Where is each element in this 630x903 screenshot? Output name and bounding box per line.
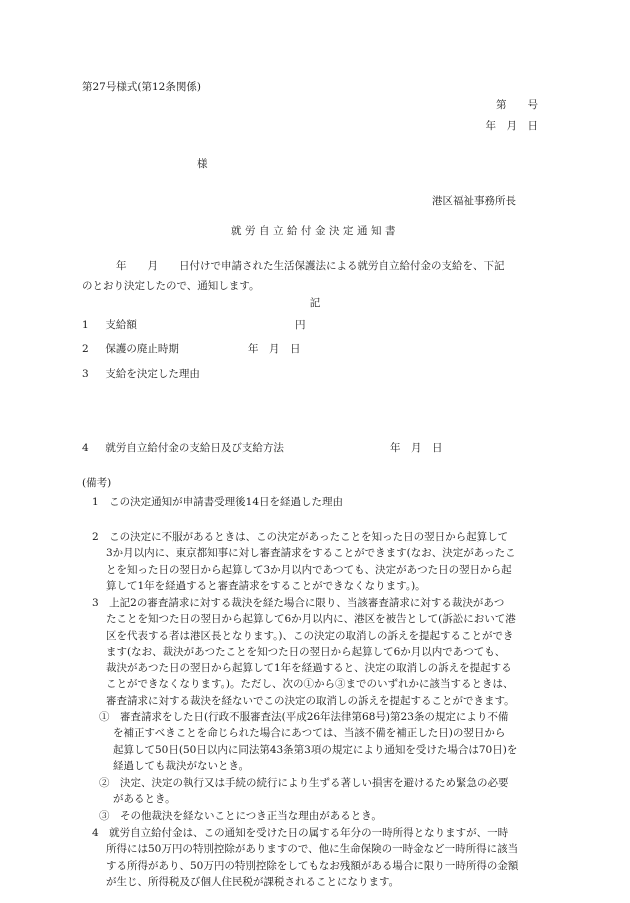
intro-line-1: 年 月 日付けで申請された生活保護法による就労自立給付金の支給を、下記 <box>116 260 505 272</box>
item-termination <box>82 344 179 355</box>
form-id: 第27号様式(第12条関係) <box>82 81 201 93</box>
note-3 <box>92 595 516 709</box>
note-line: を補正すべきことを命じられた場合にあつては、当該不備を補正した日)の翌日から <box>113 727 506 740</box>
note-line: 裁決があつた日の翌日から起算して1年を経過すると、決定の取消しの訴えを提起する <box>106 662 512 675</box>
intro-paragraph <box>82 256 552 296</box>
note-line: 起算して50日(50日以内に同法第43条第3項の規定により通知を受けた場合は70日)を <box>113 743 518 756</box>
note-line: ② 決定、決定の執行又は手続の続行により生ずる著しい損害を避けるため緊急の必要 <box>99 777 509 789</box>
item-label: 保護の廃止時期 <box>105 343 179 355</box>
note-line: たことを知つた日の翌日から起算して6か月以内に、港区を被告として(訴訟において港 <box>106 613 516 626</box>
issuer: 港区福祉事務所長 <box>432 195 516 207</box>
item-payment <box>82 443 284 454</box>
document-title: 就労自立給付金決定通知書 <box>231 225 399 237</box>
note-line: 算して1年を経過すると審査請求をすることができなくなります。)。 <box>106 579 426 592</box>
note-line: ③ その他裁決を経ないことにつき正当な理由があるとき。 <box>99 810 382 822</box>
item-amount <box>82 320 137 331</box>
note-line: ます(なお、裁決があつたことを知つた日の翌日から起算して6か月以内であつても、 <box>106 645 506 658</box>
item-number: 2 <box>82 343 89 355</box>
item-amount-unit: 円 <box>295 319 306 331</box>
item-termination-date: 年 月 日 <box>248 343 301 355</box>
note-line: 区を代表する者は港区長となります。)、この決定の取消しの訴えを提起することができ <box>106 629 514 642</box>
note-line: があるとき。 <box>113 793 176 806</box>
item-number: 1 <box>82 319 89 331</box>
sub-note-1 <box>99 709 517 774</box>
note-line: ことができなくなります。)。ただし、次の①から③までのいずれかに該当するときは、 <box>106 678 514 691</box>
note-line: 2 この決定に不服があるときは、この決定があったことを知った日の翌日から起算して <box>92 531 509 543</box>
note-line: ① 審査請求をした日(行政不服審査法(平成26年法律第68号)第23条の規定により不備 <box>99 711 509 723</box>
note-2 <box>92 529 516 594</box>
note-line: が生じ、所得税及び個人住民税が課税されることになります。 <box>106 875 400 888</box>
note-line: 3か月以内に、東京都知事に対し審査請求をすることができます(なお、決定があったこ <box>106 547 516 560</box>
document-number: 第 号 <box>496 99 538 111</box>
note-line: 所得には50万円の特別控除がありますので、他に生命保険の一時金など一時所得に該当 <box>106 843 519 856</box>
ki-heading: 記 <box>309 297 321 309</box>
note-line: 3 上記2の審査請求に対する裁決を経た場合に限り、当該審査請求に対する裁決があつ <box>92 597 505 609</box>
item-payment-date: 年 月 日 <box>390 442 443 454</box>
intro-line-2: のとおり決定したので、通知します。 <box>82 280 260 292</box>
sub-note-2 <box>99 775 509 808</box>
item-label: 支給額 <box>105 319 137 331</box>
note-line: する所得があり、50万円の特別控除をしてもなお残額がある場合に限り一時所得の金額 <box>106 859 519 872</box>
sub-note-3 <box>99 808 382 824</box>
item-label: 支給を決定した理由 <box>105 368 200 380</box>
note-line: とを知った日の翌日から起算して3か月以内であつても、決定があつた日の翌日から起 <box>106 563 512 576</box>
issue-date: 年 月 日 <box>485 120 538 132</box>
note-line: 4 就労自立給付金は、この通知を受けた日の属する年分の一時所得となりますが、一時 <box>92 827 509 839</box>
notes-heading: (備考) <box>82 477 112 489</box>
note-line: 審査請求に対する裁決を経ないでこの決定の取消しの訴えを提起することができます。 <box>106 694 515 707</box>
item-label: 就労自立給付金の支給日及び支給方法 <box>105 442 284 454</box>
item-number: 3 <box>82 368 89 380</box>
note-line: 経過しても裁決がないとき。 <box>113 759 250 772</box>
item-number: 4 <box>82 442 89 454</box>
item-reason <box>82 369 200 380</box>
note-1: 1 この決定通知が申請書受理後14日を経過した理由 <box>92 496 344 508</box>
addressee: 様 <box>197 158 208 170</box>
note-4 <box>92 825 518 890</box>
